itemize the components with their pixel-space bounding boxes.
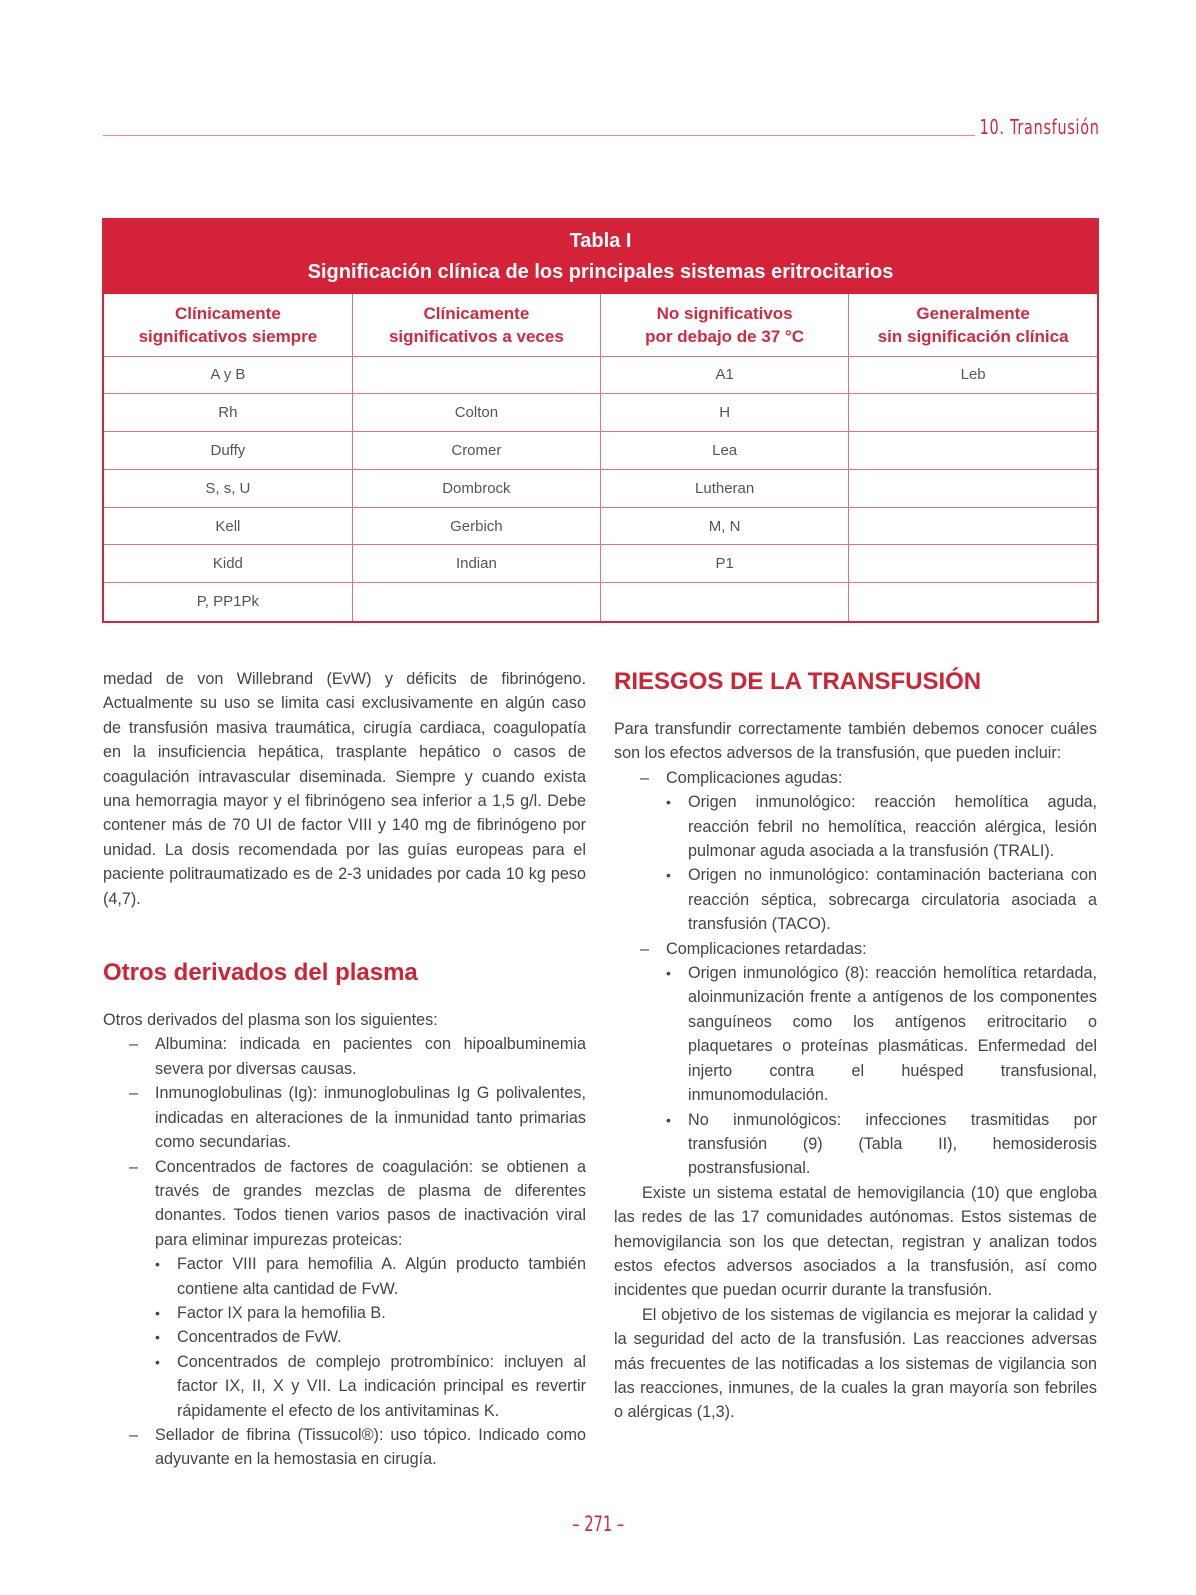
- bullet-marker: •: [155, 1329, 160, 1346]
- table-row: [104, 583, 1097, 621]
- dash-marker: –: [129, 1425, 139, 1444]
- page-number: – 271 –: [571, 1512, 625, 1536]
- bullet-marker: •: [666, 965, 671, 982]
- table-cell: [849, 432, 1097, 470]
- table-cell: Lea: [601, 432, 849, 470]
- bullet-marker: •: [666, 1111, 671, 1128]
- table-header-row: [104, 294, 1097, 356]
- column-header: Generalmente sin significación clínica: [849, 294, 1097, 356]
- table-row: [104, 356, 1097, 394]
- table-cell: [352, 356, 600, 394]
- table-title: Significación clínica de los principales sistemas eritrocitarios: [307, 261, 894, 283]
- section-intro: Otros derivados del plasma son los siguientes:: [103, 1011, 438, 1030]
- bullet-marker: •: [666, 867, 671, 884]
- list-item: – Sellador de fibrina (Tissucol®): uso tópico. Indicado como adyuvante en la hemostasia en cirugía.: [103, 1423, 586, 1472]
- column-header: Clínicamente significativos siempre: [104, 294, 352, 356]
- sub-list-item: • Origen inmunológico (8): reacción hemolítica retardada, aloinmunización frente a antígenos de los componentes sanguíneos como los antígenos eritrocitario o plaquetares o proteínas plasmáticas. Enfermedad del injerto contra el huésped transfusional, inmunomodulación.: [614, 961, 1097, 1107]
- table-cell: Duffy: [104, 432, 352, 470]
- list-item: – Complicaciones retardadas:: [614, 937, 1097, 961]
- table-row: [104, 394, 1097, 432]
- sub-list-item: • Factor VIII para hemofilia A. Algún producto también contiene alta cantidad de FvW.: [103, 1252, 586, 1301]
- table-cell: P, PP1Pk: [104, 583, 352, 621]
- body-paragraph: Existe un sistema estatal de hemovigilancia (10) que engloba las redes de las 17 comunidades autónomas. Estos sistemas de hemovigilancia son los que detectan, registran y analizan todos estos efectos adversos asociados a la transfusión, así como incidentes que puedan ocurrir durante la transfusión.: [614, 1183, 1097, 1300]
- table-cell: Kidd: [104, 545, 352, 583]
- list-item: – Inmunoglobulinas (Ig): inmunoglobulinas Ig G polivalentes, indicadas en alteraciones de la inmunidad tanto primarias como secundarias.: [103, 1081, 586, 1154]
- section-heading: Otros derivados del plasma: [103, 959, 418, 987]
- table-cell: S, s, U: [104, 469, 352, 507]
- table-row: [104, 507, 1097, 545]
- table-cell: A1: [601, 356, 849, 394]
- bullet-marker: •: [155, 1353, 160, 1370]
- table-cell: P1: [601, 545, 849, 583]
- header-rule: [103, 135, 975, 136]
- table-cell: Dombrock: [352, 469, 600, 507]
- column-header: Clínicamente significativos a veces: [352, 294, 600, 356]
- bullet-marker: •: [155, 1304, 160, 1321]
- table-cell: [849, 545, 1097, 583]
- table-cell: [601, 583, 849, 621]
- table-cell: Leb: [849, 356, 1097, 394]
- table-caption: [104, 220, 1097, 294]
- table-cell: Gerbich: [352, 507, 600, 545]
- column-header: No significativos por debajo de 37 °C: [601, 294, 849, 356]
- dash-marker: –: [129, 1035, 139, 1054]
- table-cell: [849, 469, 1097, 507]
- table-1: [102, 218, 1099, 623]
- bullet-marker: •: [155, 1256, 160, 1273]
- running-header: [103, 113, 1100, 143]
- dash-marker: –: [640, 939, 650, 958]
- sub-list-item: • Origen inmunológico: reacción hemolítica aguda, reacción febril no hemolítica, reacción alérgica, lesión pulmonar aguda asociada a la transfusión (TRALI).: [614, 790, 1097, 863]
- table-cell: Cromer: [352, 432, 600, 470]
- table-row: [104, 469, 1097, 507]
- section-heading: RIESGOS DE LA TRANSFUSIÓN: [614, 668, 982, 695]
- sub-list-item: • Factor IX para la hemofilia B.: [103, 1301, 586, 1325]
- table-cell: Kell: [104, 507, 352, 545]
- body-paragraph: El objetivo de los sistemas de vigilancia es mejorar la calidad y la seguridad del acto de la transfusión. Las reacciones adversas más frecuentes de las notificadas a los sistemas de vigilancia son las reacciones, inmunes, de la cuales la gran mayoría son febriles o alérgicas (1,3).: [614, 1305, 1097, 1422]
- table-cell: [849, 394, 1097, 432]
- sub-list-item: • Origen no inmunológico: contaminación bacteriana con reacción séptica, sobrecarga circulatoria asociada a transfusión (TACO).: [614, 863, 1097, 936]
- table-label: Tabla I: [569, 230, 632, 252]
- erythrocyte-systems-table: [104, 294, 1097, 621]
- table-cell: [352, 583, 600, 621]
- table-cell: Lutheran: [601, 469, 849, 507]
- dash-marker: –: [129, 1157, 139, 1176]
- table-row: [104, 545, 1097, 583]
- section-intro: Para transfundir correctamente también debemos conocer cuáles son los efectos adversos de la transfusión, que pueden incluir:: [614, 720, 1097, 763]
- table-cell: [849, 507, 1097, 545]
- table-cell: Indian: [352, 545, 600, 583]
- sub-list-item: • Concentrados de complejo protrombínico: incluyen al factor IX, II, X y VII. La indicación principal es revertir rápidamente el efecto de los antivitaminas K.: [103, 1350, 586, 1423]
- table-cell: [849, 583, 1097, 621]
- list-item: – Albumina: indicada en pacientes con hipoalbuminemia severa por diversas causas.: [103, 1032, 586, 1081]
- right-column: [614, 667, 1097, 1425]
- table-cell: Colton: [352, 394, 600, 432]
- left-column: [103, 667, 586, 1472]
- table-cell: A y B: [104, 356, 352, 394]
- bullet-marker: •: [666, 794, 671, 811]
- list-item: – Complicaciones agudas:: [614, 766, 1097, 790]
- table-cell: M, N: [601, 507, 849, 545]
- sub-list-item: • Concentrados de FvW.: [103, 1325, 586, 1349]
- body-paragraph: medad de von Willebrand (EvW) y déficits de fibrinógeno. Actualmente su uso se limita casi exclusivamente en algún caso de transfusión masiva traumática, cirugía cardiaca, coagulopatía en la insuficiencia hepática, trasplante hepático o casos de coagulación intravascular diseminada. Siempre y cuando exista una hemorragia mayor y el fibrinógeno sea inferior a 1,5 g/l. Debe contener más de 70 UI de factor VIII y 140 mg de fibrinógeno por unidad. La dosis recomendada por las guías europeas para el paciente politraumatizado es de 2-3 unidades por cada 10 kg peso (4,7).: [103, 670, 586, 908]
- chapter-title: 10. Transfusión: [980, 115, 1100, 139]
- table-row: [104, 432, 1097, 470]
- list-item: – Concentrados de factores de coagulación: se obtienen a través de grandes mezclas de plasma de diferentes donantes. Todos tienen varios pasos de inactivación viral para eliminar impurezas proteicas:: [103, 1155, 586, 1253]
- table-cell: H: [601, 394, 849, 432]
- dash-marker: –: [640, 768, 650, 787]
- dash-marker: –: [129, 1084, 139, 1103]
- sub-list-item: • No inmunológicos: infecciones trasmitidas por transfusión (9) (Tabla II), hemosiderosis postransfusional.: [614, 1108, 1097, 1181]
- table-cell: Rh: [104, 394, 352, 432]
